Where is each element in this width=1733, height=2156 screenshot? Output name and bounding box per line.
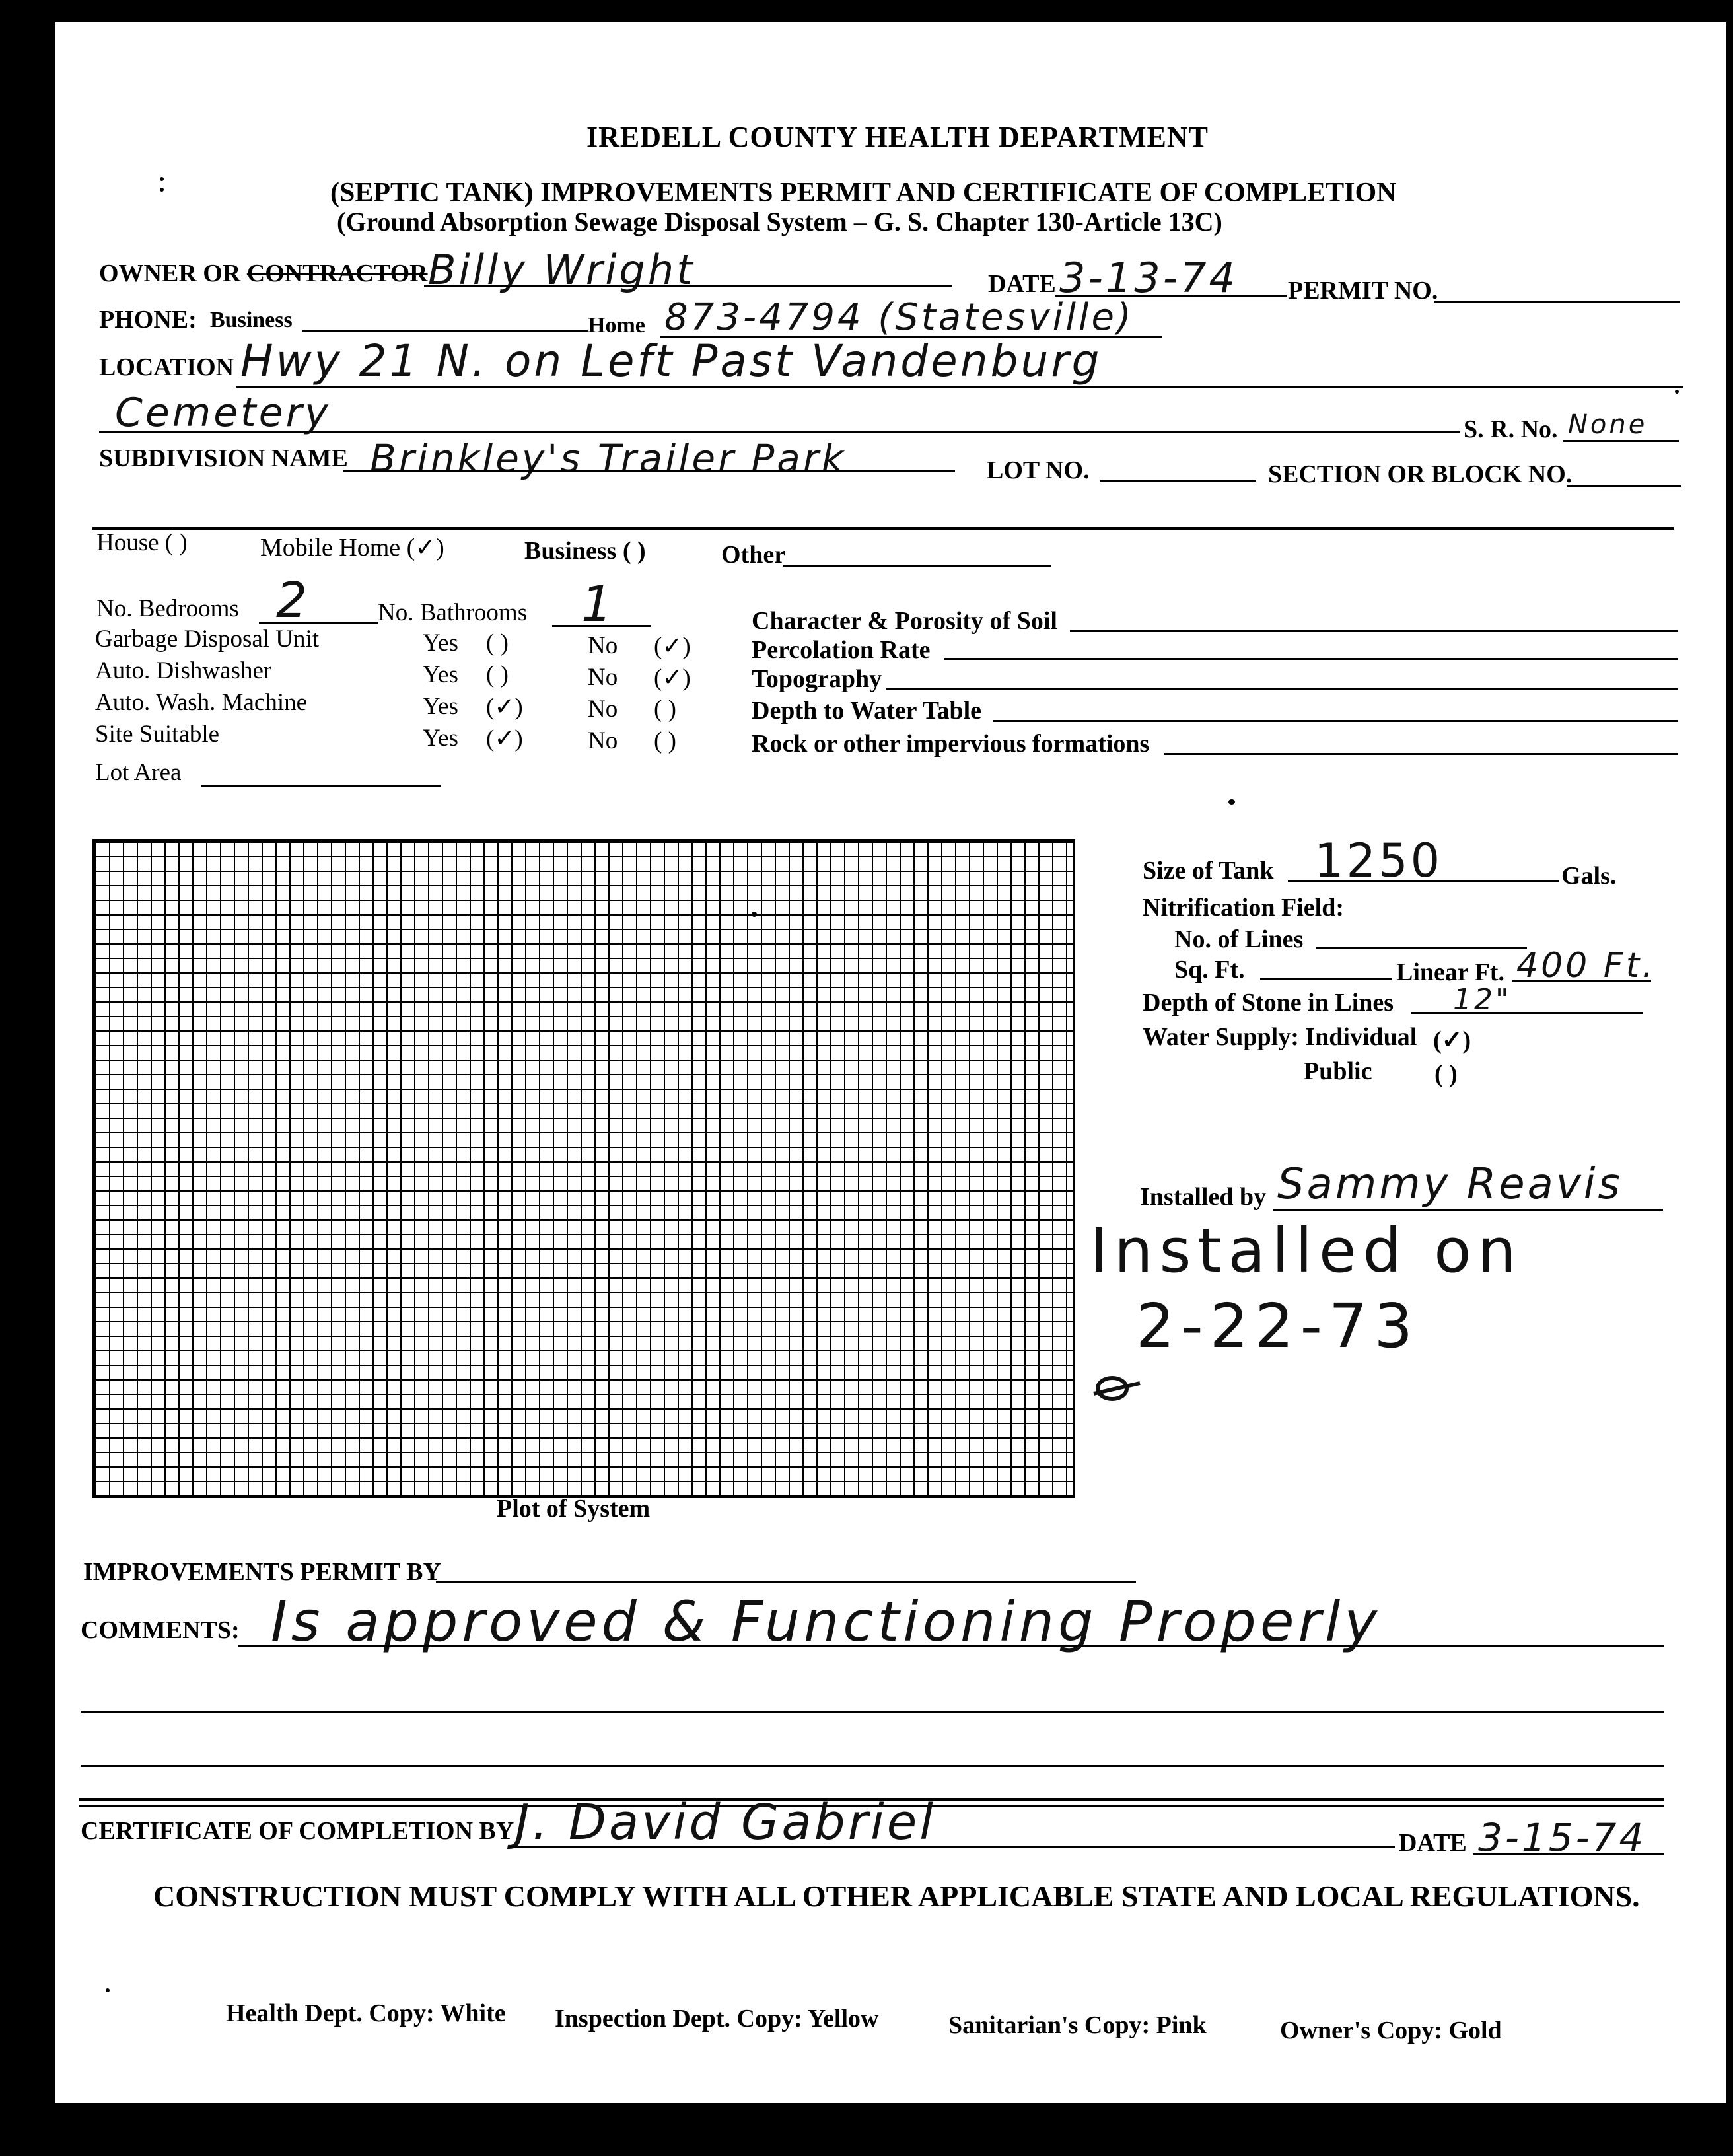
scan-speck [160,188,164,192]
fixture-label: Auto. Wash. Machine [95,689,308,716]
rock-formations-label: Rock or other impervious formations [752,730,1150,758]
bathrooms-value: 1 [581,576,616,633]
other-option-label: Other [721,541,786,569]
fixture-yes-mark: ( ) [486,629,509,657]
fixture-yes-mark: ( ) [486,661,509,688]
location-value-line1: Hwy 21 N. on Left Past Vandenburg [240,336,1102,386]
copy-distribution-item: Health Dept. Copy: White [226,1999,506,2027]
form-title: (SEPTIC TANK) IMPROVEMENTS PERMIT AND CERTIFICATE OF COMPLETION [330,178,1397,208]
fixture-no-mark: ( ) [654,727,676,754]
home-phone-label: Home [588,313,645,338]
water-public-check: ( ) [1434,1060,1458,1088]
permit-no-label: PERMIT NO. [1288,277,1438,305]
plot-grid [92,839,1075,1498]
fixture-no-mark: (✓) [654,633,691,660]
location-value-line2: Cemetery [115,390,331,436]
owner-label: OWNER OR CONTRACTOR [99,260,428,287]
mobile-home-check: (✓) [406,534,444,561]
phone-label: PHONE: [99,306,197,334]
fixture-no-mark: (✓) [654,665,691,692]
date-value: 3-13-74 [1059,254,1238,302]
water-supply-label: Water Supply: Individual [1143,1023,1417,1051]
depth-of-stone-label: Depth of Stone in Lines [1143,989,1394,1017]
construction-notice: CONSTRUCTION MUST COMPLY WITH ALL OTHER APPLICABLE STATE AND LOCAL REGULATIONS. [153,1879,1640,1913]
lot-area-label: Lot Area [95,759,182,786]
fixture-label: Site Suitable [95,721,220,748]
nitrification-field-label: Nitrification Field: [1143,894,1344,921]
no-of-lines-label: No. of Lines [1174,925,1304,953]
size-of-tank-label: Size of Tank [1143,857,1274,884]
copy-distribution-item: Inspection Dept. Copy: Yellow [555,2005,879,2032]
location-label: LOCATION [99,353,234,381]
date-label: DATE [988,270,1056,298]
sr-no-value: None [1568,410,1648,440]
owner-value: Billy Wright [428,246,695,294]
fixture-yes-label: Yes [423,725,458,752]
depth-of-stone-value: 12" [1453,983,1512,1017]
water-individual-check: (✓) [1433,1026,1471,1054]
bathrooms-label: No. Bathrooms [378,599,528,626]
mobile-home-option: Mobile Home (✓) [260,534,444,561]
fixture-label: Auto. Dishwasher [95,657,272,684]
fixture-yes-label: Yes [423,629,458,657]
installed-by-label: Installed by [1140,1183,1267,1211]
fixture-yes-label: Yes [423,693,458,720]
installed-note-line1: Installed on [1090,1215,1523,1286]
installed-note-line2: 2-22-73 [1136,1291,1420,1361]
scan-speck [160,177,164,181]
water-public-label: Public [1304,1058,1372,1085]
installed-by-value: Sammy Reavis [1277,1160,1623,1209]
copy-distribution-item: Sanitarian's Copy: Pink [948,2011,1207,2039]
gals-label: Gals. [1561,862,1617,890]
percolation-rate-label: Percolation Rate [752,636,931,664]
scribble-mark [1090,1374,1143,1403]
bedrooms-value: 2 [276,572,310,629]
plot-of-system-label: Plot of System [497,1495,651,1523]
scan-speck [1675,390,1679,394]
scan-speck [106,1988,110,1992]
comments-label: COMMENTS: [81,1616,240,1644]
home-phone-value: 873-4794 (Statesville) [664,296,1134,339]
form-subtitle: (Ground Absorption Sewage Disposal System – G. S. Chapter 130-Article 13C) [337,207,1222,236]
fixture-yes-mark: (✓) [486,725,523,752]
certificate-date-value: 3-15-74 [1478,1815,1646,1860]
bedrooms-label: No. Bedrooms [96,595,239,622]
certificate-by-value: J. David Gabriel [515,1794,936,1851]
soil-character-label: Character & Porosity of Soil [752,607,1057,635]
lot-no-label: LOT NO. [987,456,1090,484]
topography-label: Topography [752,665,882,693]
scan-speck [1228,799,1235,805]
section-label: SECTION OR BLOCK NO. [1268,460,1573,488]
linear-ft-value: 400 Ft. [1516,946,1656,986]
improvements-permit-by-label: IMPROVEMENTS PERMIT BY [83,1558,441,1586]
depth-to-water-label: Depth to Water Table [752,697,982,725]
certificate-date-label: DATE [1399,1829,1467,1857]
business-phone-label: Business [210,308,293,332]
department-heading: IREDELL COUNTY HEALTH DEPARTMENT [586,121,1209,153]
certificate-by-label: CERTIFICATE OF COMPLETION BY [81,1817,514,1845]
fixture-no-label: No [588,696,618,723]
house-option: House ( ) [96,529,188,556]
fixture-no-mark: ( ) [654,696,676,723]
fixture-label: Garbage Disposal Unit [95,626,320,653]
subdivision-value: Brinkley's Trailer Park [370,436,847,481]
sr-no-label: S. R. No. [1464,415,1558,443]
size-of-tank-value: 1250 [1314,834,1443,888]
linear-ft-label: Linear Ft. [1396,958,1504,986]
sq-ft-label: Sq. Ft. [1174,956,1245,984]
comments-value: Is approved & Functioning Properly [271,1589,1382,1654]
fixture-no-label: No [588,727,618,754]
fixture-no-label: No [588,632,618,659]
copy-distribution-item: Owner's Copy: Gold [1280,2017,1502,2044]
fixture-yes-mark: (✓) [486,694,523,721]
scan-speck [752,912,757,917]
business-option: Business ( ) [524,537,646,565]
fixture-yes-label: Yes [423,661,458,688]
fixture-no-label: No [588,664,618,691]
subdivision-label: SUBDIVISION NAME [99,445,348,472]
